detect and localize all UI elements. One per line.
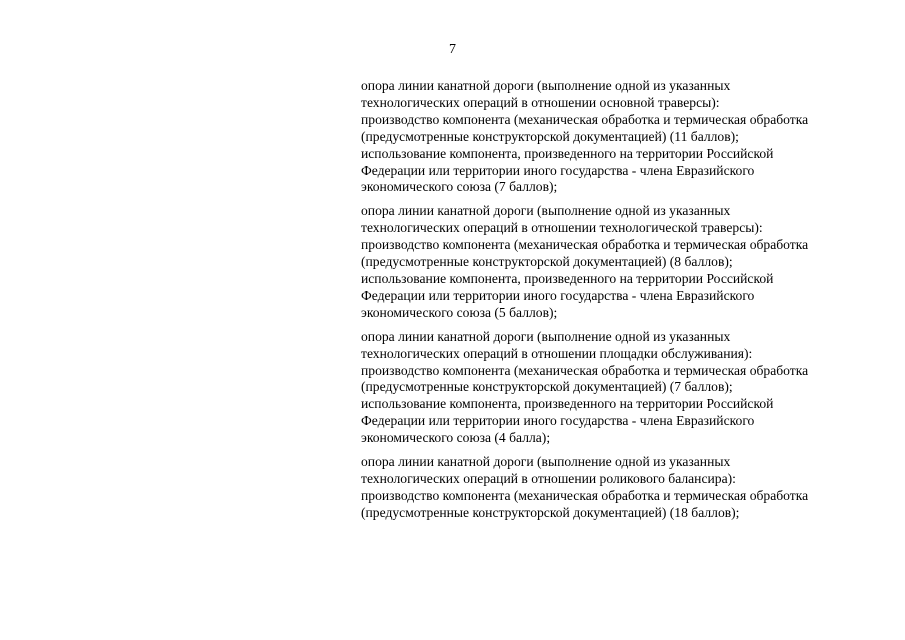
text-line: экономического союза (7 баллов); — [361, 179, 558, 195]
text-line: (предусмотренные конструкторской документацией) (8 баллов); — [361, 254, 733, 270]
paragraph — [361, 454, 881, 522]
text-line: производство компонента (механическая обработка и термическая обработка — [361, 111, 809, 127]
page-number: 7 — [449, 42, 456, 57]
paragraph — [361, 203, 881, 321]
text-line: производство компонента (механическая обработка и термическая обработка — [361, 362, 809, 378]
text-line: опора линии канатной дороги (выполнение одной из указанных — [361, 203, 731, 219]
text-line: экономического союза (4 балла); — [361, 430, 551, 446]
text-line: Федерации или территории иного государства - члена Евразийского — [361, 413, 755, 429]
document-body — [361, 78, 881, 529]
text-line: технологических операций в отношении роликового балансира): — [361, 470, 736, 486]
text-line: технологических операций в отношении площадки обслуживания): — [361, 345, 753, 361]
text-line: производство компонента (механическая обработка и термическая обработка — [361, 237, 809, 253]
text-line: использование компонента, произведенного на территории Российской — [361, 270, 774, 286]
text-line: опора линии канатной дороги (выполнение одной из указанных — [361, 328, 731, 344]
text-line: использование компонента, произведенного на территории Российской — [361, 396, 774, 412]
text-line: (предусмотренные конструкторской документацией) (7 баллов); — [361, 379, 733, 395]
paragraph — [361, 78, 881, 196]
text-line: производство компонента (механическая обработка и термическая обработка — [361, 487, 809, 503]
text-line: экономического союза (5 баллов); — [361, 304, 558, 320]
text-line: использование компонента, произведенного на территории Российской — [361, 145, 774, 161]
text-line: (предусмотренные конструкторской документацией) (11 баллов); — [361, 128, 739, 144]
text-line: опора линии канатной дороги (выполнение одной из указанных — [361, 454, 731, 470]
text-line: опора линии канатной дороги (выполнение одной из указанных — [361, 78, 731, 93]
text-line: технологических операций в отношении технологической траверсы): — [361, 220, 763, 236]
text-line: (предусмотренные конструкторской документацией) (18 баллов); — [361, 504, 740, 520]
text-line: Федерации или территории иного государства - члена Евразийского — [361, 287, 755, 303]
text-line: технологических операций в отношении основной траверсы): — [361, 94, 720, 110]
paragraph — [361, 329, 881, 447]
text-line: Федерации или территории иного государства - члена Евразийского — [361, 162, 755, 178]
